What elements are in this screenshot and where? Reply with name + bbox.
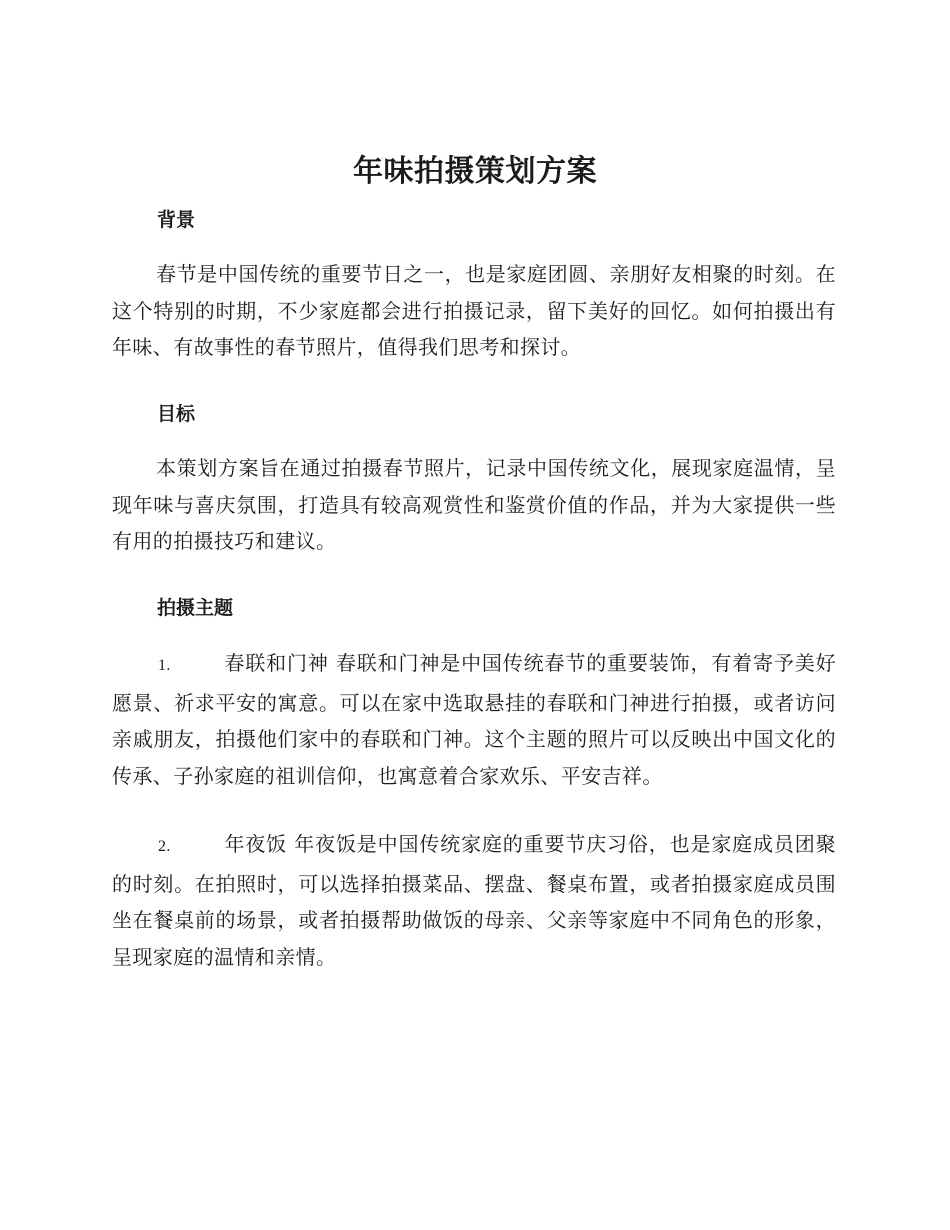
section-paragraph-background: 春节是中国传统的重要节日之一，也是家庭团圆、亲朋好友相聚的时刻。在这个特别的时期，不少家庭都会进行拍摄记录，留下美好的回忆。如何拍摄出有年味、有故事性的春节照片，值得我们思考和探讨。	[112, 262, 836, 359]
list-item	[112, 645, 836, 794]
section-paragraph-goal: 本策划方案旨在通过拍摄春节照片，记录中国传统文化，展现家庭温情，呈现年味与喜庆氛围，打造具有较高观赏性和鉴赏价值的作品，并为大家提供一些有用的拍摄技巧和建议。	[112, 456, 836, 553]
list-item	[112, 826, 836, 975]
document-title: 年味拍摄策划方案	[353, 154, 597, 189]
list-item-number: 2.	[158, 838, 171, 855]
section-heading-background: 背景	[157, 209, 196, 231]
list-item-text: 春联和门神 春联和门神是中国传统春节的重要装饰，有着寄予美好愿景、祈求平安的寓意。可以在家中选取悬挂的春联和门神进行拍摄，或者访问亲戚朋友，拍摄他们家中的春联和门神。这个主题的照片可以反映出中国文化的传承、子孙家庭的祖训信仰，也寓意着合家欢乐、平安吉祥。	[112, 651, 836, 788]
list-item-number: 1.	[158, 657, 171, 674]
list-item-text: 年夜饭 年夜饭是中国传统家庭的重要节庆习俗，也是家庭成员团聚的时刻。在拍照时，可以选择拍摄菜品、摆盘、餐桌布置，或者拍摄家庭成员围坐在餐桌前的场景，或者拍摄帮助做饭的母亲、父亲等家庭中不同角色的形象，呈现家庭的温情和亲情。	[112, 832, 836, 969]
section-heading-goal: 目标	[157, 403, 196, 425]
section-heading-themes: 拍摄主题	[157, 597, 234, 619]
